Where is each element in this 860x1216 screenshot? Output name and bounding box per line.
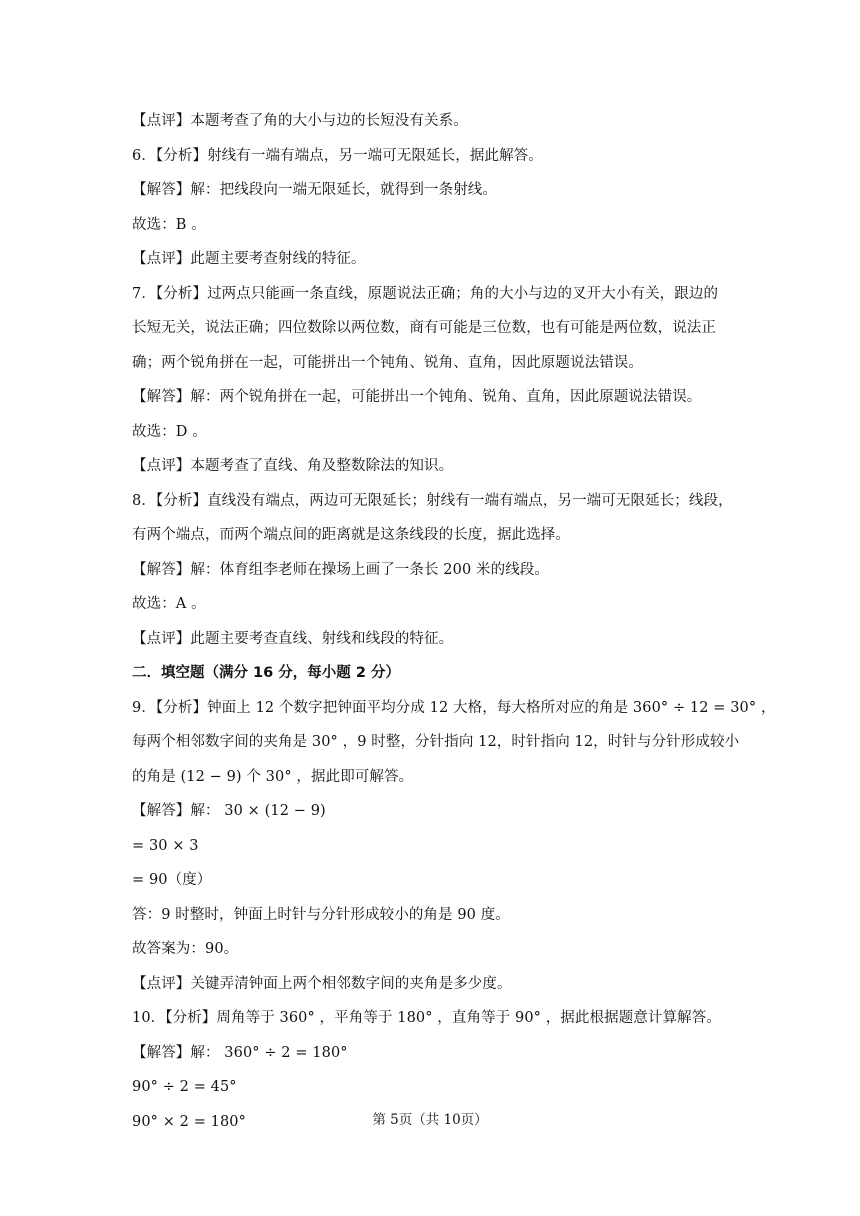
body-line: 10．【分析】周角等于 360° ，平角等于 180° ，直角等于 90° ，据此根据题意计算解答。: [132, 1010, 721, 1026]
body-line: 故答案为：90。: [132, 941, 239, 957]
body-line: 长短无关，说法正确；四位数除以两位数，商有可能是三位数，也有可能是两位数，说法正: [132, 320, 716, 336]
body-line: 答：9 时整时，钟面上时针与分针形成较小的角是 90 度。: [132, 906, 510, 923]
body-line: 【解答】解： 360° ÷ 2 = 180°: [132, 1044, 348, 1061]
body-line: 【解答】解： 30 × (12 − 9): [132, 803, 326, 819]
body-line: = 90（度）: [132, 872, 212, 888]
body-line: 90° × 2 = 180°: [132, 1113, 246, 1130]
body-line: 有两个端点，而两个端点间的距离就是这条线段的长度，据此选择。: [132, 527, 570, 543]
body-line: 故选：A 。: [132, 596, 206, 612]
body-line: 【点评】本题考查了直线、角及整数除法的知识。: [132, 458, 454, 474]
body-line: 90° ÷ 2 = 45°: [132, 1079, 237, 1095]
body-line: 8．【分析】直线没有端点，两边可无限延长；射线有一端有端点，另一端可无限延长；线段，: [132, 492, 733, 509]
page-footer: 第 5页（共 10页）: [372, 1112, 488, 1128]
body-line: 6．【分析】射线有一端有端点，另一端可无限延长，据此解答。: [132, 147, 543, 164]
body-line: 【解答】解：两个锐角拼在一起，可能拼出一个钝角、锐角、直角，因此原题说法错误。: [132, 389, 702, 405]
body-line: 【解答】解：把线段向一端无限延长，就得到一条射线。: [132, 182, 497, 198]
body-line: 9．【分析】钟面上 12 个数字把钟面平均分成 12 大格，每大格所对应的角是 360° ÷ 12 = 30° ，: [132, 699, 776, 716]
section-heading: 二．填空题（满分 16 分，每小题 2 分）: [132, 665, 400, 681]
document-body: [132, 104, 776, 1139]
body-line: 【点评】此题主要考查射线的特征。: [132, 251, 366, 267]
body-line: 的角是 (12 − 9) 个 30° ，据此即可解答。: [132, 768, 414, 785]
body-line: 故选：D 。: [132, 423, 207, 440]
body-line: 【解答】解：体育组李老师在操场上画了一条长 200 米的线段。: [132, 561, 549, 578]
body-line: 每两个相邻数字间的夹角是 30° ，9 时整，分针指向 12，时针指向 12，时针与分针形成较小: [132, 734, 740, 750]
body-line: 7．【分析】过两点只能画一条直线，原题说法正确；角的大小与边的叉开大小有关，跟边的: [132, 285, 719, 302]
body-line: 故选：B 。: [132, 216, 206, 233]
body-line: 确；两个锐角拼在一起，可能拼出一个钝角、锐角、直角，因此原题说法错误。: [132, 354, 643, 371]
body-line: = 30 × 3: [132, 837, 199, 854]
body-line: 【点评】此题主要考查直线、射线和线段的特征。: [132, 630, 454, 647]
body-line: 【点评】本题考查了角的大小与边的长短没有关系。: [132, 113, 468, 129]
body-line: 【点评】关键弄清钟面上两个相邻数字间的夹角是多少度。: [132, 975, 512, 992]
